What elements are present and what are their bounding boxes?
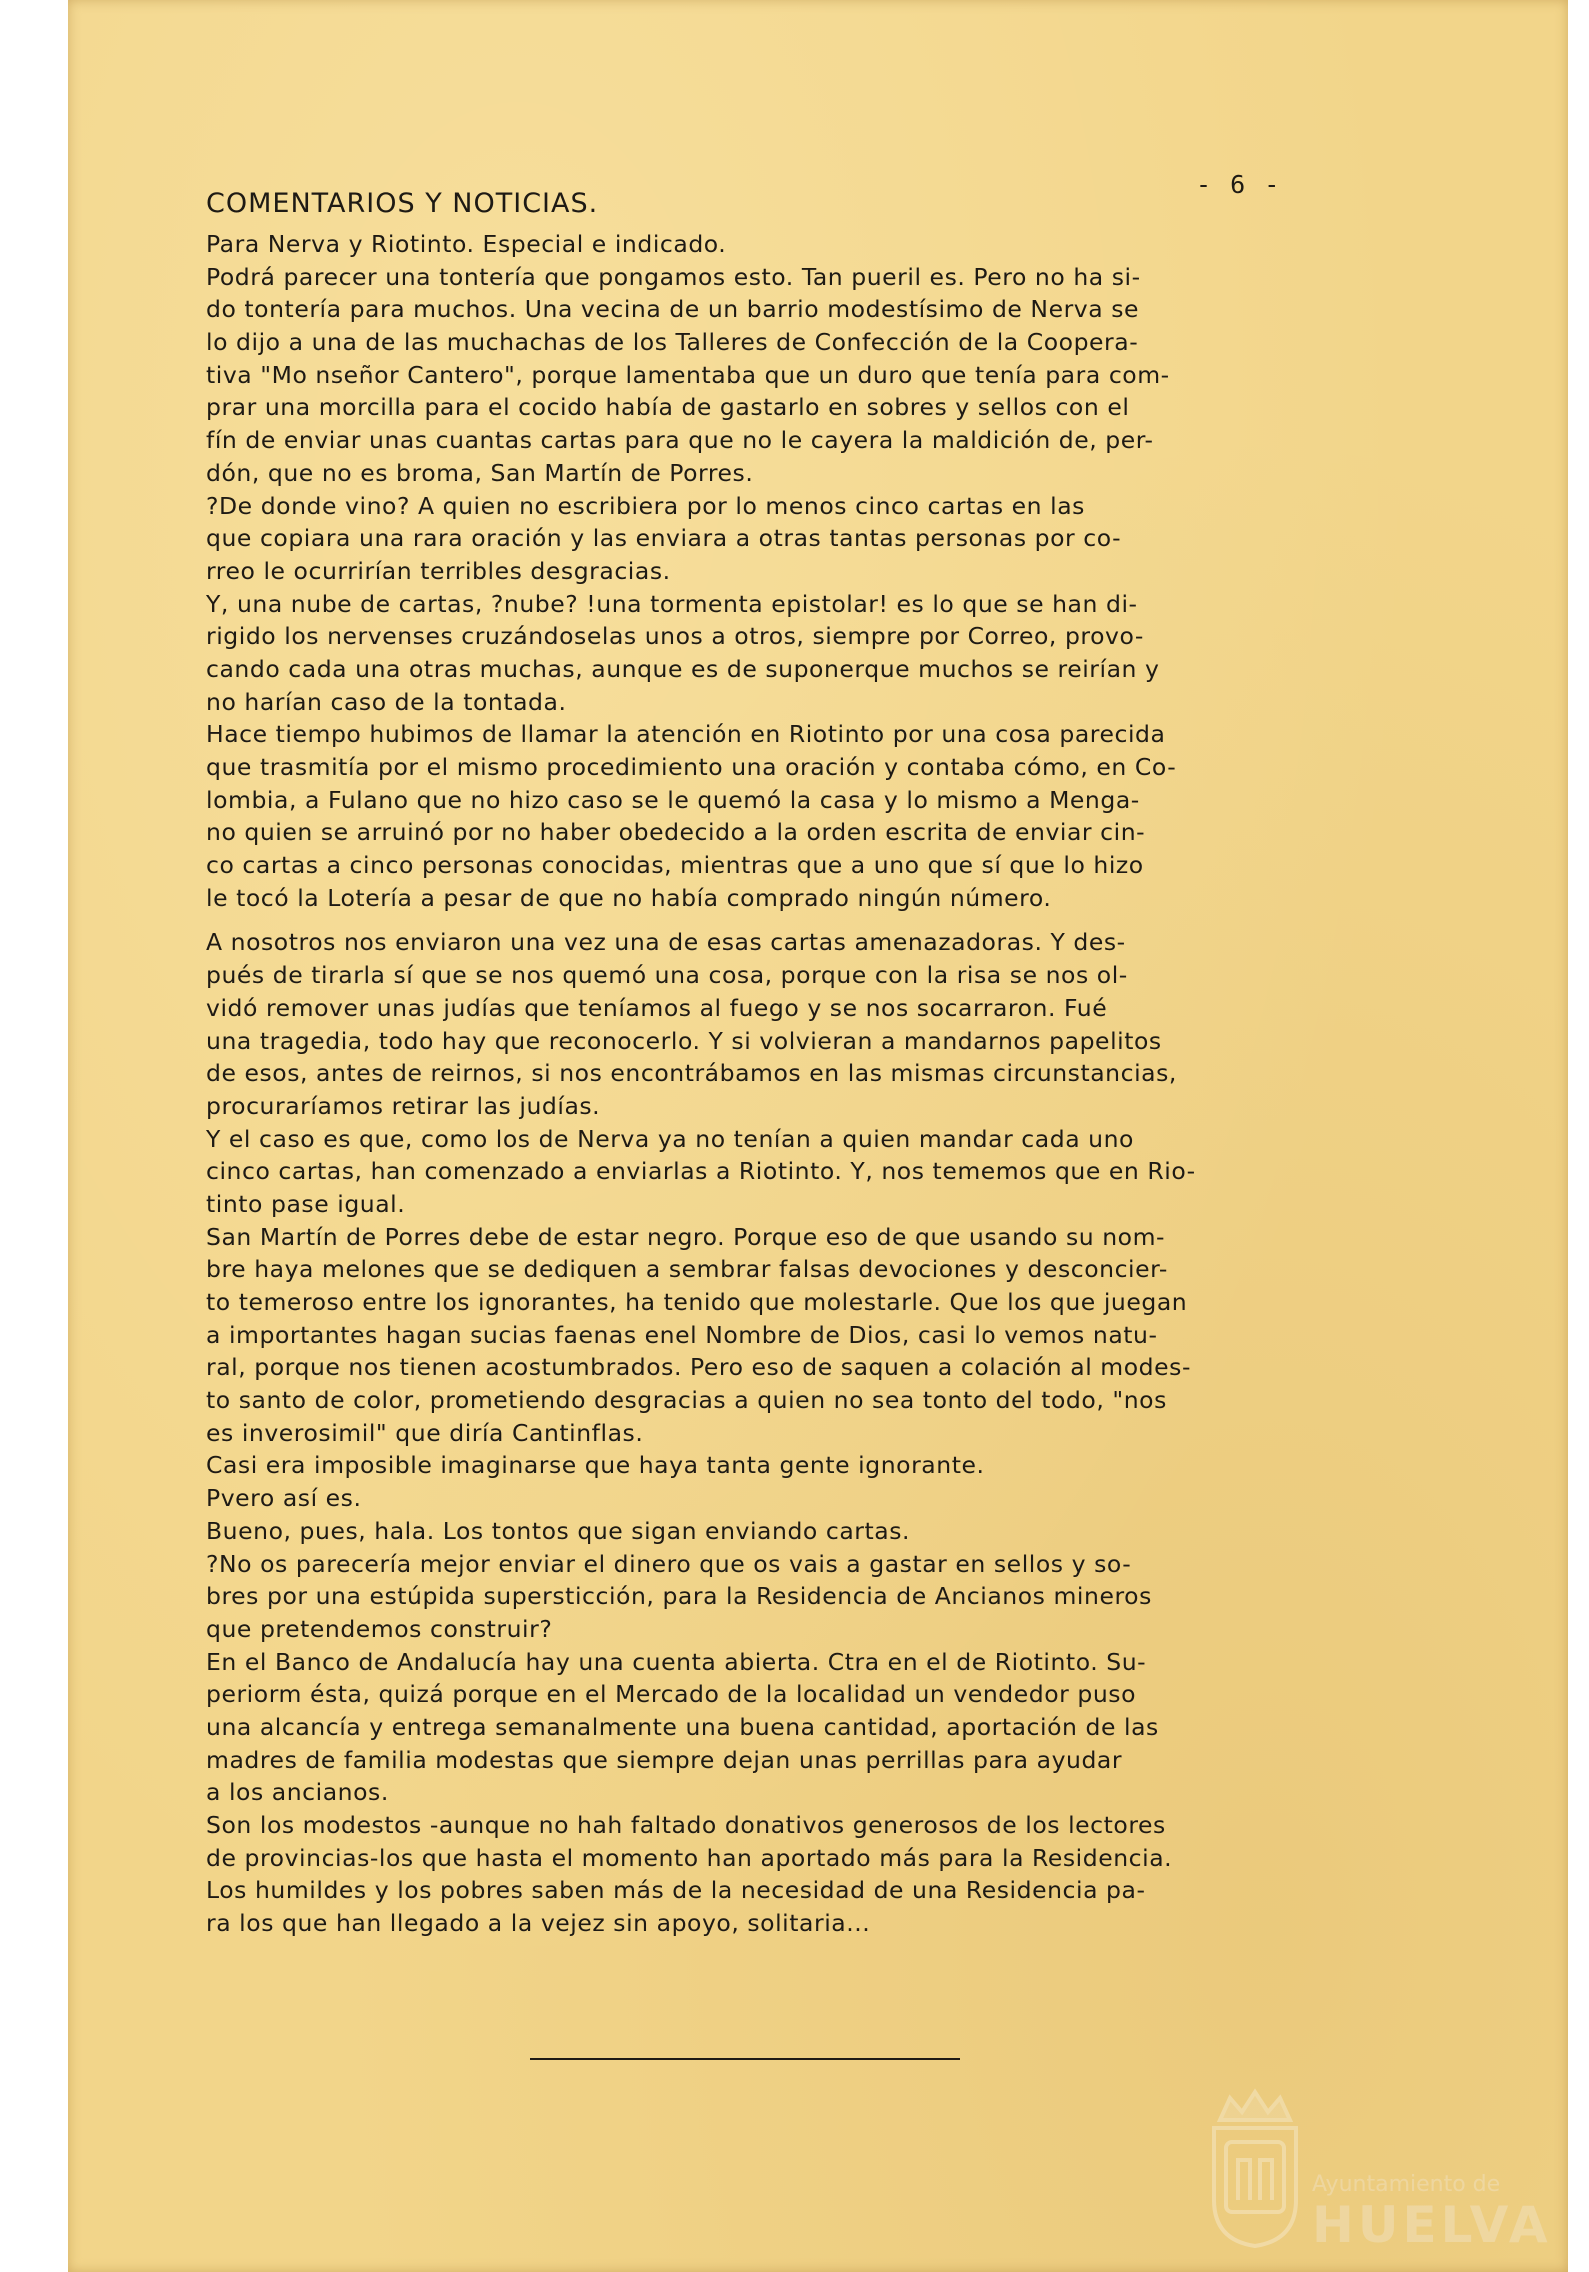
text-line: de esos, antes de reirnos, si nos encontrábamos en las mismas circunstancias, bbox=[206, 1059, 1177, 1088]
text-line: to santo de color, prometiendo desgracias a quien no sea tonto del todo, "nos bbox=[206, 1386, 1167, 1415]
text-line: prar una morcilla para el cocido había de gastarlo en sobres y sellos con el bbox=[206, 393, 1130, 422]
watermark-line-1: Ayuntamiento de bbox=[1312, 2172, 1501, 2197]
text-line: que pretendemos construir? bbox=[206, 1614, 553, 1643]
text-line: lo dijo a una de las muchachas de los Talleres de Confección de la Coopera- bbox=[206, 328, 1139, 357]
text-line: Hace tiempo hubimos de llamar la atención en Riotinto por una cosa parecida bbox=[206, 720, 1166, 749]
closing-divider bbox=[530, 2058, 960, 2060]
text-line: bre haya melones que se dediquen a sembrar falsas devociones y desconcier- bbox=[206, 1255, 1168, 1284]
text-line: En el Banco de Andalucía hay una cuenta abierta. Ctra en el de Riotinto. Su- bbox=[206, 1647, 1147, 1676]
text-line: Los humildes y los pobres saben más de la necesidad de una Residencia pa- bbox=[206, 1876, 1146, 1905]
text-line: una alcancía y entrega semanalmente una buena cantidad, aportación de las bbox=[206, 1712, 1159, 1741]
text-line: Y el caso es que, como los de Nerva ya no tenían a quien mandar cada uno bbox=[206, 1124, 1134, 1153]
text-line: le tocó la Lotería a pesar de que no había comprado ningún número. bbox=[206, 883, 1052, 912]
text-line: que trasmitía por el mismo procedimiento una oración y contaba cómo, en Co- bbox=[206, 753, 1177, 781]
text-line: que copiara una rara oración y las enviara a otras tantas personas por co- bbox=[206, 524, 1122, 553]
text-line: Podrá parecer una tontería que pongamos esto. Tan pueril es. Pero no ha si- bbox=[206, 262, 1141, 291]
text-line: periorm ésta, quizá porque en el Mercado de la localidad un vendedor puso bbox=[206, 1680, 1137, 1709]
text-line: vidó remover unas judías que teníamos al fuego y se nos socarraron. Fué bbox=[206, 993, 1108, 1022]
text-line: es inverosimil" que diría Cantinflas. bbox=[206, 1418, 644, 1447]
text-line: una tragedia, todo hay que reconocerlo. Y si volvieran a mandarnos papelitos bbox=[206, 1026, 1162, 1055]
text-line: San Martín de Porres debe de estar negro. Porque eso de que usando su nom- bbox=[206, 1222, 1166, 1251]
text-line: Y, una nube de cartas, ?nube? !una tormenta epistolar! es lo que se han di- bbox=[206, 589, 1138, 618]
text-line: no harían caso de la tontada. bbox=[206, 687, 567, 716]
text-line: cando cada una otras muchas, aunque es de suponerque muchos se reirían y bbox=[206, 654, 1160, 683]
text-line: Casi era imposible imaginarse que haya tanta gente ignorante. bbox=[206, 1451, 985, 1480]
text-line: pués de tirarla sí que se nos quemó una cosa, porque con la risa se nos ol- bbox=[206, 961, 1128, 990]
text-line: Pvero así es. bbox=[206, 1484, 362, 1513]
text-line: ?No os parecería mejor enviar el dinero que os vais a gastar en sellos y so- bbox=[206, 1549, 1132, 1578]
text-line: rigido los nervenses cruzándoselas unos a otros, siempre por Correo, provo- bbox=[206, 622, 1144, 651]
article-body bbox=[206, 228, 1436, 1940]
text-line: ra los que han llegado a la vejez sin apoyo, solitaria... bbox=[206, 1909, 871, 1938]
text-line: Para Nerva y Riotinto. Especial e indicado. bbox=[206, 230, 727, 258]
text-line: to temeroso entre los ignorantes, ha tenido que molestarle. Que los que juegan bbox=[206, 1288, 1188, 1316]
text-line: fín de enviar unas cuantas cartas para que no le cayera la maldición de, per- bbox=[206, 426, 1154, 455]
text-line: de provincias-los que hasta el momento han aportado más para la Residencia. bbox=[206, 1843, 1173, 1872]
text-line: a los ancianos. bbox=[206, 1778, 389, 1807]
text-line: Bueno, pues, hala. Los tontos que sigan enviando cartas. bbox=[206, 1516, 911, 1545]
text-line: madres de familia modestas que siempre dejan unas perrillas para ayudar bbox=[206, 1745, 1123, 1774]
page-number: - 6 - bbox=[1196, 170, 1282, 199]
watermark bbox=[1200, 2080, 1552, 2255]
text-line: bres por una estúpida supersticción, para la Residencia de Ancianos mineros bbox=[206, 1582, 1152, 1611]
coat-of-arms-icon bbox=[1200, 2080, 1310, 2250]
text-line: a importantes hagan sucias faenas enel Nombre de Dios, casi lo vemos natu- bbox=[206, 1320, 1158, 1349]
text-line: Son los modestos -aunque no hah faltado donativos generosos de los lectores bbox=[206, 1811, 1166, 1839]
text-line: ?De donde vino? A quien no escribiera por lo menos cinco cartas en las bbox=[206, 491, 1085, 520]
text-line: rreo le ocurrirían terribles desgracias. bbox=[206, 556, 671, 585]
text-line: co cartas a cinco personas conocidas, mientras que a uno que sí que lo hizo bbox=[206, 851, 1144, 880]
watermark-line-2: HUELVA bbox=[1312, 2196, 1552, 2254]
text-line: do tontería para muchos. Una vecina de un barrio modestísimo de Nerva se bbox=[206, 295, 1140, 324]
text-line: cinco cartas, han comenzado a enviarlas a Riotinto. Y, nos tememos que en Rio- bbox=[206, 1157, 1196, 1186]
page-title: COMENTARIOS Y NOTICIAS. bbox=[206, 188, 599, 219]
text-line: dón, que no es broma, San Martín de Porres. bbox=[206, 458, 754, 487]
text-line: tinto pase igual. bbox=[206, 1189, 406, 1218]
text-line: procuraríamos retirar las judías. bbox=[206, 1091, 601, 1120]
text-line: lombia, a Fulano que no hizo caso se le quemó la casa y lo mismo a Menga- bbox=[206, 785, 1140, 814]
text-line: ral, porque nos tienen acostumbrados. Pero eso de saquen a colación al modes- bbox=[206, 1353, 1191, 1382]
text-line: no quien se arruinó por no haber obedecido a la orden escrita de enviar cin- bbox=[206, 818, 1146, 847]
text-line: A nosotros nos enviaron una vez una de esas cartas amenazadoras. Y des- bbox=[206, 928, 1126, 957]
text-line: tiva "Mo nseñor Cantero", porque lamentaba que un duro que tenía para com- bbox=[206, 360, 1170, 389]
